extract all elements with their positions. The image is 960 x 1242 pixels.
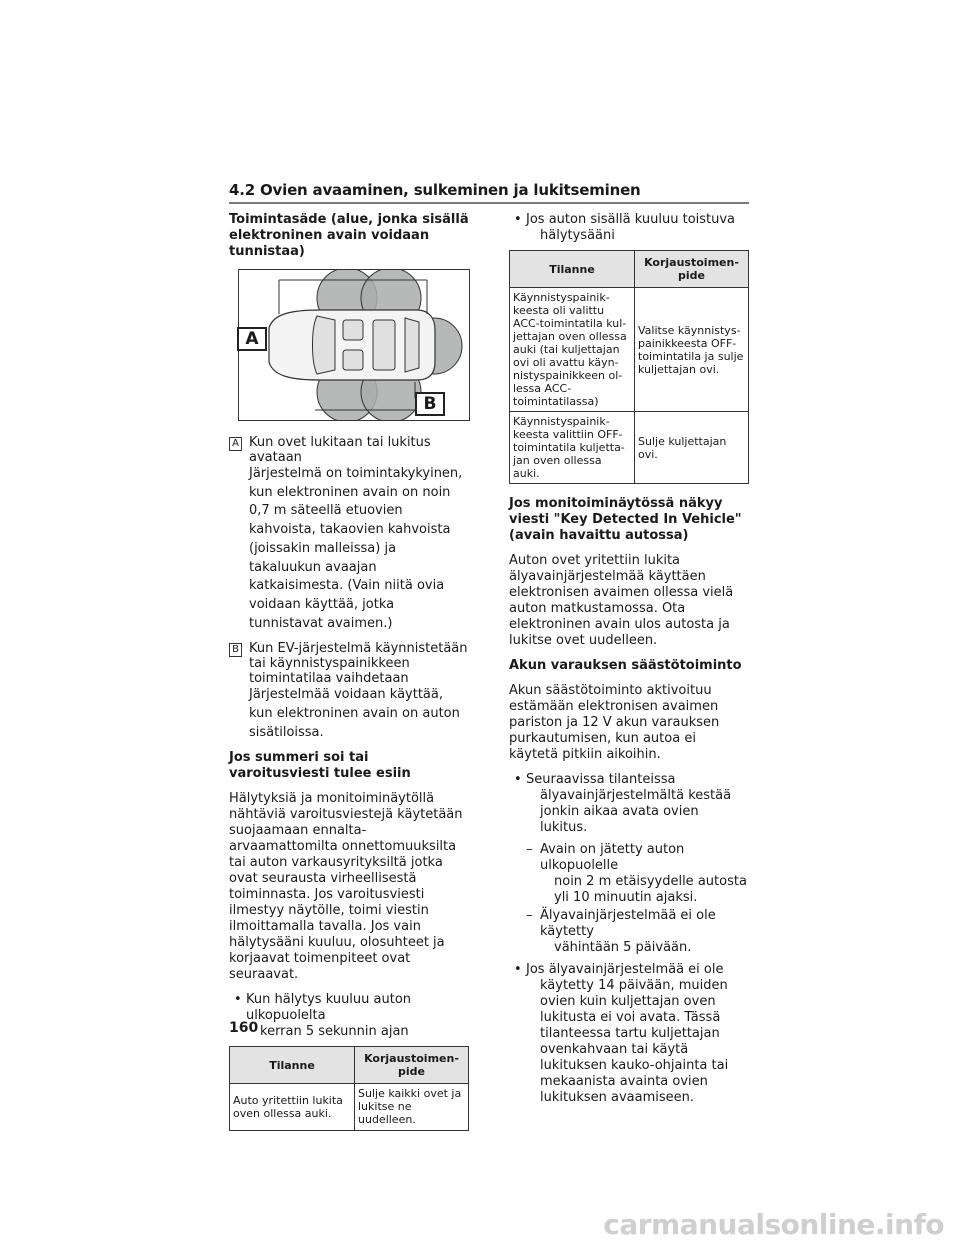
col-header-situation: Tilanne: [510, 251, 635, 288]
cell-situation: Käynnistyspainik-keesta valittiin OFF-toimintatila kuljetta-jan oven ollessa auki.: [510, 412, 635, 484]
dash-text-cont: noin 2 m etäisyydelle autosta yli 10 minuutin ajaksi.: [554, 874, 747, 905]
bullet-text-cont: hälytysääni: [540, 228, 615, 243]
right-column: [509, 212, 749, 1112]
cell-action: Sulje kaikki ovet ja lukitse ne uudelleen.: [355, 1084, 469, 1131]
table-row: [510, 412, 749, 484]
range-heading: Toimintasäde (alue, jonka sisällä elektroninen avain voidaan tunnistaa): [229, 212, 469, 259]
cell-situation: Auto yritettiin lukita oven ollessa auki.: [230, 1084, 355, 1131]
buzzer-paragraph: Hälytyksiä ja monitoiminäytöllä nähtäviä varoitusviestejä käytetään suojaamaan ennalta-arvaamattomilta onnettomuuksilta tai auton varkausyrityksiltä jotka ovat seurausta virheellisestä toiminnasta. Jos varoitusviesti ilmestyy näytölle, toimi viestin ilmoittamalla tavalla. Jos vain hälytysääni kuuluu, olosuhteet ja korjaavat toimenpiteet ovat seuraavat.: [229, 791, 463, 983]
rear-seat: [373, 320, 395, 370]
section-title: 4.2 Ovien avaaminen, sulkeminen ja lukitseminen: [229, 181, 641, 199]
header-divider: [229, 202, 749, 204]
front-seat-left: [343, 320, 363, 340]
inside-alarm-table: [509, 250, 749, 484]
dash-text: Avain on jätetty auton ulkopuolelle: [540, 842, 685, 873]
bullet-text: Kun hälytys kuuluu auton ulkopuolelta: [246, 992, 412, 1024]
label-b: B: [229, 643, 242, 657]
item-b-text: Järjestelmää voidaan käyttää, kun elektroninen avain on auton sisätiloissa.: [249, 687, 460, 740]
list-item: [229, 435, 469, 633]
table-row: [230, 1084, 469, 1131]
key-detected-heading: Jos monitoiminäytössä näkyy viesti "Key Detected In Vehicle" (avain havaittu autossa): [509, 496, 742, 543]
bullet-text-cont: älyavainjärjestelmältä kestää jonkin aikaa avata ovien lukitus.: [540, 788, 732, 835]
left-column: [229, 212, 469, 1143]
bullet-14-days: [509, 962, 749, 1106]
cell-action: Valitse käynnistys-painikkeesta OFF-toimintatila ja sulje kuljettajan ovi.: [635, 288, 749, 412]
outside-alarm-table: [229, 1046, 469, 1131]
dash-item: – Avain on jätetty auton ulkopuolelle noin 2 m etäisyydelle autosta yli 10 minuutin ajaksi.: [509, 842, 749, 906]
rear-window: [405, 318, 419, 372]
bullet-outside-alarm: [229, 992, 469, 1040]
figure-label-a: A: [237, 327, 267, 351]
col-header-situation: Tilanne: [230, 1047, 355, 1084]
page-number: 160: [229, 1020, 259, 1036]
bullet-text: Seuraavissa tilanteissa: [526, 772, 676, 787]
bullet-text-cont: kerran 5 sekunnin ajan: [260, 1024, 409, 1040]
bullet-inside-alarm: [509, 212, 749, 244]
figure-label-b: B: [415, 392, 445, 416]
battery-saving-paragraph: Akun säästötoiminto aktivoituu estämään elektronisen avaimen pariston ja 12 V akun varauksen purkautumisen, kun autoa ei käytetä pitkiin aikoihin.: [509, 683, 720, 762]
buzzer-heading: Jos summeri soi tai varoitusviesti tulee esiin: [229, 750, 411, 782]
dash-text: Älyavainjärjestelmää ei ole käytetty: [540, 908, 716, 939]
cell-action: Sulje kuljettajan ovi.: [635, 412, 749, 484]
item-a-text: Järjestelmä on toimintakykyinen, kun elektroninen avain on noin 0,7 m säteellä etuovien kahvoista, takaovien kahvoista (joissakin malleissa) ja takaluukun avaajan katkaisimesta. (Vain niitä ovia voidaan käyttää, jotka tunnistavat avaimen.): [249, 466, 463, 631]
table-row: [510, 288, 749, 412]
item-b-title: Kun EV-järjestelmä käynnistetään tai käynnistyspainikkeen toimintatilaa vaihdetaan: [249, 641, 468, 687]
front-seat-right: [343, 350, 363, 370]
col-header-action: Korjaustoimen-pide: [635, 251, 749, 288]
watermark: carmanualsonline.info: [603, 1208, 944, 1241]
list-item: [229, 641, 469, 742]
dash-item: – Älyavainjärjestelmää ei ole käytetty vähintään 5 päivään.: [509, 908, 749, 956]
key-detected-paragraph: Auton ovet yritettiin lukita älyavainjärjestelmää käyttäen elektronisen avaimen ollessa vielä auton matkustamossa. Ota elektroninen avain ulos autosta ja lukitse ovet uudelleen.: [509, 553, 734, 648]
windshield: [313, 316, 336, 374]
bullet-delay-situations: [509, 772, 749, 836]
detection-range-figure: [238, 269, 470, 421]
cell-situation: Käynnistyspainik-keesta oli valittu ACC-toimintatila kul-jettajan oven ollessa auki (tai kuljettajan ovi oli avattu käyn-nistyspainikkeen ol-lessa ACC-toimintatilassa): [510, 288, 635, 412]
dash-text-cont: vähintään 5 päivään.: [554, 940, 692, 955]
bullet-text-cont: käytetty 14 päivään, muiden ovien kuin kuljettajan oven lukitusta ei voi avata. Tässä tilanteessa tartu kuljettajan ovenkahvaan tai käytä lukituksen kauko-ohjainta tai mekaanista avainta ovien lukituksen avaamiseen.: [540, 978, 729, 1105]
battery-saving-heading: Akun varauksen säästötoiminto: [509, 658, 742, 673]
item-a-title: Kun ovet lukitaan tai lukitus avataan: [249, 435, 431, 465]
col-header-action: Korjaustoimen-pide: [355, 1047, 469, 1084]
label-a: A: [229, 437, 242, 451]
bullet-text: Jos auton sisällä kuuluu toistuva: [526, 212, 736, 227]
bullet-text: Jos älyavainjärjestelmää ei ole: [526, 962, 724, 977]
